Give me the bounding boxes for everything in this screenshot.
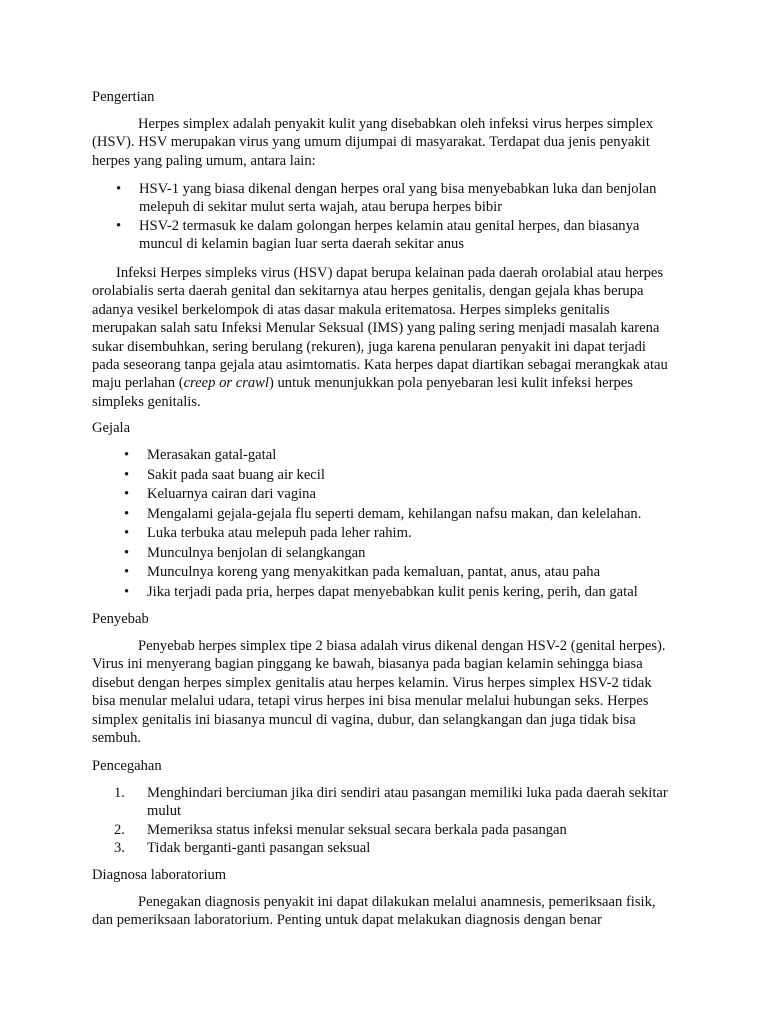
list-item: • Munculnya benjolan di selangkangan (92, 544, 676, 564)
list-item: • HSV-1 yang biasa dikenal dengan herpes oral yang bisa menyebabkan luka dan benjolan melepuh di sekitar mulut serta wajah, atau berupa herpes bibir (92, 180, 676, 217)
list-item: • Keluarnya cairan dari vagina (92, 485, 676, 505)
list-item (92, 784, 676, 821)
list-item: • HSV-2 termasuk ke dalam golongan herpes kelamin atau genital herpes, dan biasanya muncul di kelamin bagian luar serta daerah sekitar anus (92, 217, 676, 254)
list-item: • Merasakan gatal-gatal (92, 446, 676, 466)
list-item (92, 821, 676, 839)
list-item-text: Menghindari berciuman jika diri sendiri atau pasangan memiliki luka pada daerah sekitar mulut (147, 785, 668, 820)
list-item-text: Memeriksa status infeksi menular seksual secara berkala pada pasangan (147, 821, 567, 838)
list-number: 1. (114, 785, 125, 801)
paragraph-text: ) untuk menunjukkan pola penyebaran lesi kulit infeksi herpes simpleks genitalis. (92, 375, 633, 410)
list-item: • Jika terjadi pada pria, herpes dapat menyebabkan kulit penis kering, perih, dan gatal (92, 583, 676, 603)
section-heading-pengertian: Pengertian (92, 89, 155, 105)
gejala-list (92, 446, 676, 602)
section-heading-diagnosa: Diagnosa laboratorium (92, 867, 227, 883)
list-item-text: Tidak berganti-ganti pasangan seksual (147, 840, 371, 857)
section-heading-pencegahan: Pencegahan (92, 758, 162, 774)
section-heading-penyebab: Penyebab (92, 611, 149, 627)
paragraph-text: Infeksi Herpes simpleks virus (HSV) dapat berupa kelainan pada daerah orolabial atau herpes orolabialis serta daerah genital dan sekitarnya atau herpes genitalis, dengan gejala khas berupa adanya vesikel berkelompok di atas dasar makula eritematosa. Herpes simpleks genitalis merupakan salah satu Infeksi Menular Seksual (IMS) yang paling sering menjadi masalah karena sukar disembuhkan, sering berulang (rekuren), juga karena penularan penyakit ini dapat terjadi pada seseorang tanpa gejala atau asimtomatis. Kata herpes dapat diartikan sebagai merangkak atau maju perlahan ( (92, 265, 668, 392)
list-item (92, 839, 676, 857)
pencegahan-list (92, 784, 676, 858)
diagnosa-paragraph: Penegakan diagnosis penyakit ini dapat dilakukan melalui anamnesis, pemeriksaan fisik, dan pemeriksaan laboratorium. Penting untuk dapat melakukan diagnosis dengan benar (92, 894, 656, 929)
italic-term: creep or crawl (183, 375, 269, 392)
pengertian-paragraph-2 (92, 264, 676, 411)
list-item: • Munculnya koreng yang menyakitkan pada kemaluan, pantat, anus, atau paha (92, 563, 676, 583)
hsv-types-list (92, 180, 676, 254)
list-item: • Sakit pada saat buang air kecil (92, 466, 676, 486)
list-item: • Mengalami gejala-gejala flu seperti demam, kehilangan nafsu makan, dan kelelahan. (92, 505, 676, 525)
list-number: 3. (114, 840, 125, 857)
section-heading-gejala: Gejala (92, 420, 131, 436)
list-item: • Luka terbuka atau melepuh pada leher rahim. (92, 524, 676, 544)
list-number: 2. (114, 821, 125, 838)
penyebab-paragraph: Penyebab herpes simplex tipe 2 biasa adalah virus dikenal dengan HSV-2 (genital herpes). Virus ini menyerang bagian pinggang ke bawah, biasanya pada bagian kelamin sehingga biasa disebut dengan herpes simplex genitalis atau herpes kelamin. Virus herpes simplex HSV-2 tidak bisa menular melalui udara, tetapi virus herpes ini bisa menular melalui hubungan seks. Herpes simplex genitalis ini biasanya muncul di vagina, dubur, dan selangkangan dan juga tidak bisa sembuh. (92, 638, 666, 747)
pengertian-paragraph-1: Herpes simplex adalah penyakit kulit yang disebabkan oleh infeksi virus herpes simplex (HSV). HSV merupakan virus yang umum dijumpai di masyarakat. Terdapat dua jenis penyakit herpes yang paling umum, antara lain: (92, 116, 654, 169)
